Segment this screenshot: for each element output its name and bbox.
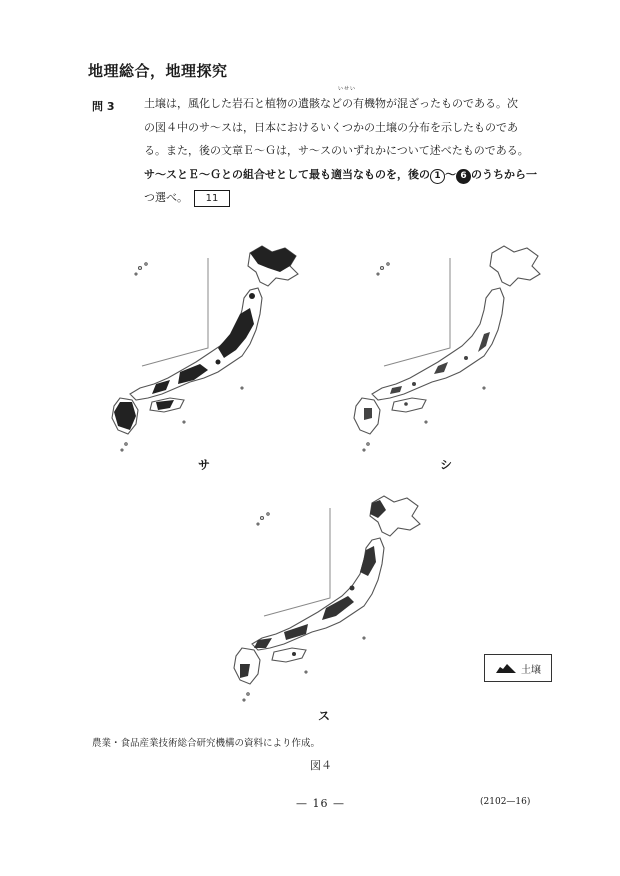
question-line-3: る。また，後の文章Ｅ～Ｇは，サ～スのいずれかについて述べたものである。 bbox=[144, 144, 529, 157]
map-label-su: ス bbox=[318, 709, 331, 723]
question-text bbox=[144, 92, 564, 210]
map-su bbox=[222, 488, 432, 712]
question-line-4-end: のうちから一 bbox=[471, 167, 537, 181]
map-sa-image bbox=[100, 238, 310, 458]
question-line-5 bbox=[144, 186, 564, 210]
question-line-4-main: サ～スとＥ～Ｇとの組合せとして最も適当なものを，後の bbox=[144, 167, 430, 181]
question-number: 問 3 bbox=[92, 100, 115, 113]
choice-tilde: ～ bbox=[445, 167, 456, 181]
map-shi-image bbox=[342, 238, 552, 458]
soil-legend-icon bbox=[495, 662, 517, 674]
answer-number-box: 11 bbox=[194, 190, 230, 207]
choice-end-circle: 6 bbox=[456, 169, 471, 184]
question-line-2: の図４中のサ～スは，日本におけるいくつかの土壌の分布を示したものであ bbox=[144, 120, 518, 134]
source-note: 農業・食品産業技術総合研究機構の資料により作成。 bbox=[92, 738, 321, 749]
furigana: いせい bbox=[338, 86, 357, 92]
map-shi bbox=[342, 238, 552, 462]
question-line-1: 土壌は，風化した岩石と植物の遺骸などの有機物が混ざったものである。次 bbox=[144, 97, 518, 110]
question-line-5-text: つ選べ。 bbox=[144, 191, 188, 204]
page-number: — 16 — bbox=[296, 797, 345, 810]
section-title: 地理総合，地理探究 bbox=[88, 62, 228, 80]
question-line-4 bbox=[144, 163, 564, 187]
map-label-sa: サ bbox=[198, 458, 211, 472]
map-su-image bbox=[222, 488, 432, 708]
legend-label: 土壌 bbox=[521, 664, 541, 676]
map-sa bbox=[100, 238, 310, 462]
figure-caption: 図４ bbox=[310, 759, 332, 772]
choice-start-circle: 1 bbox=[430, 169, 445, 184]
legend bbox=[484, 654, 552, 682]
map-label-shi: シ bbox=[440, 458, 453, 472]
exam-code: (2102—16) bbox=[480, 797, 531, 807]
